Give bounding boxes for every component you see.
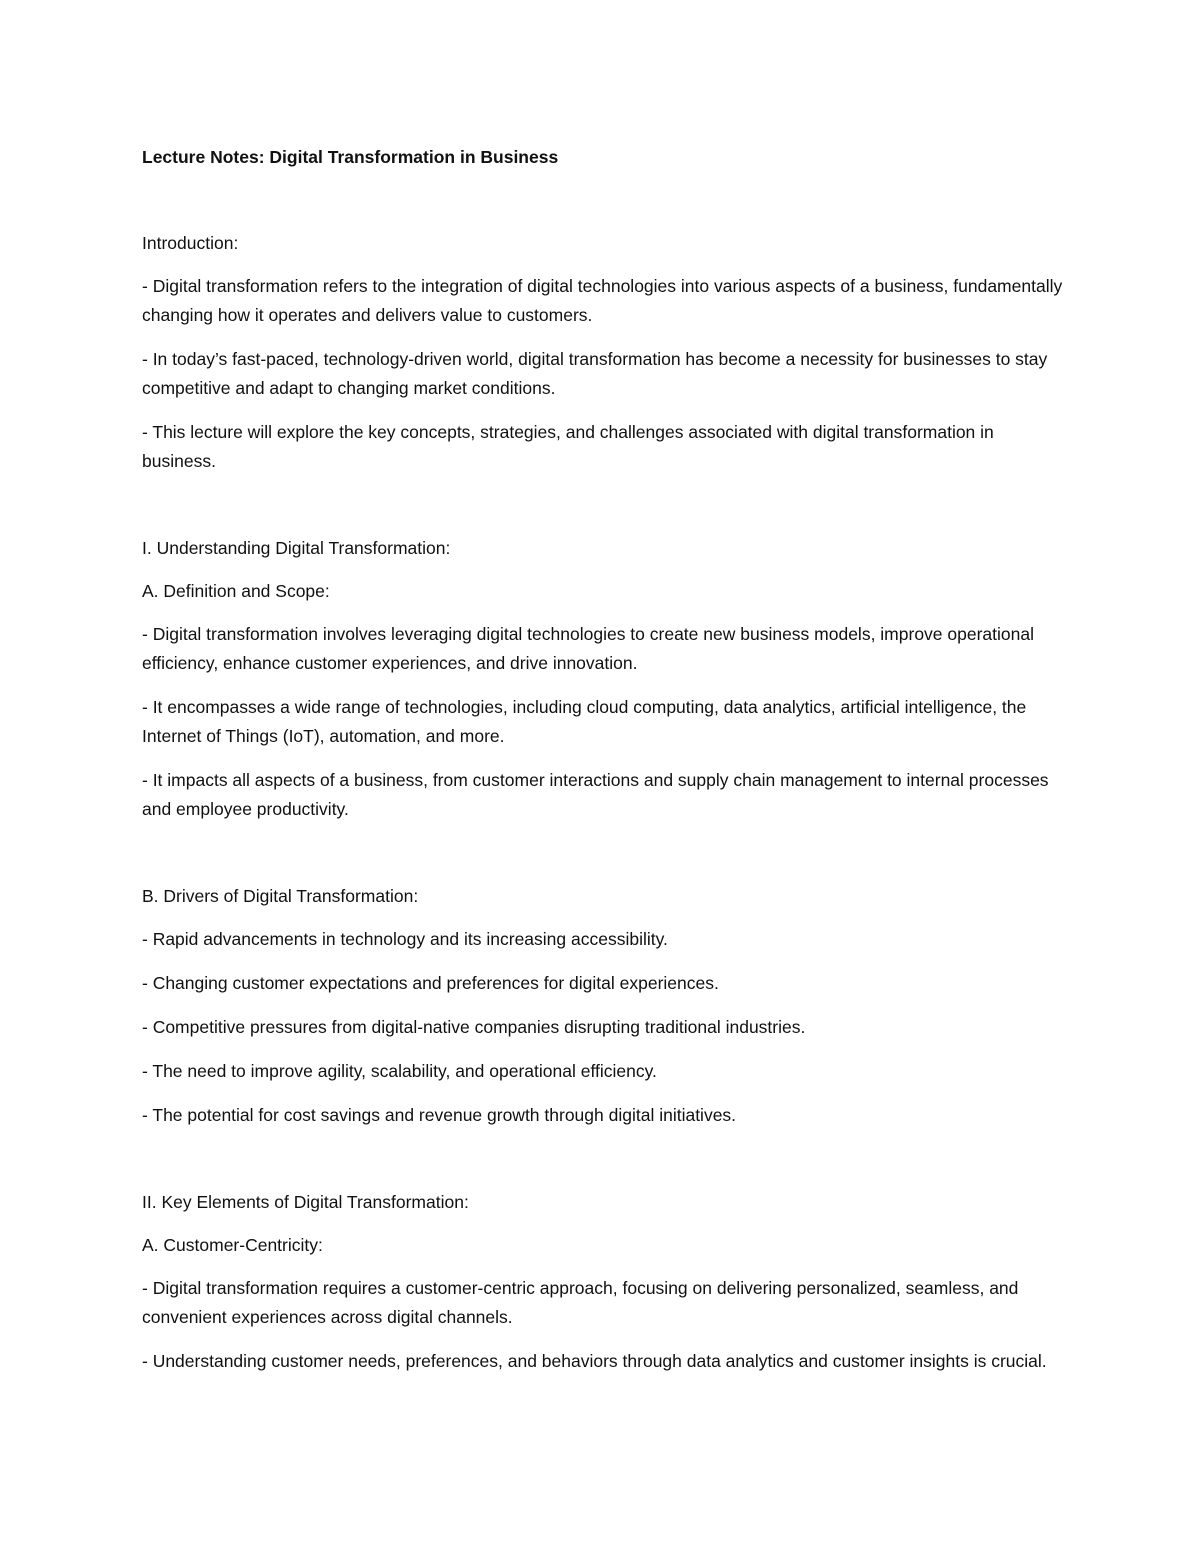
paragraph: - Understanding customer needs, preferences, and behaviors through data analytics and customer insights is crucial. [142, 1351, 1047, 1371]
section-spacer [142, 491, 1072, 534]
list-item: - Competitive pressures from digital-native companies disrupting traditional industries. [142, 1017, 806, 1037]
list-item: - The potential for cost savings and revenue growth through digital initiatives. [142, 1105, 737, 1125]
document-body [142, 143, 1072, 1391]
section-spacer [142, 1145, 1072, 1188]
paragraph: - This lecture will explore the key concepts, strategies, and challenges associated with digital transformation in business. [142, 422, 994, 471]
section-spacer [142, 839, 1072, 882]
list-item: - Changing customer expectations and preferences for digital experiences. [142, 973, 719, 993]
paragraph: - Digital transformation involves leveraging digital technologies to create new business models, improve operational efficiency, enhance customer experiences, and drive innovation. [142, 624, 1034, 673]
paragraph: - Digital transformation requires a customer-centric approach, focusing on delivering personalized, seamless, and convenient experiences across digital channels. [142, 1278, 1019, 1327]
section-understanding [142, 534, 1072, 1130]
section-heading: I. Understanding Digital Transformation: [142, 538, 451, 558]
list-item: - Rapid advancements in technology and its increasing accessibility. [142, 929, 668, 949]
paragraph: - It impacts all aspects of a business, from customer interactions and supply chain management to internal processes and employee productivity. [142, 770, 1049, 819]
subsection-heading: A. Definition and Scope: [142, 581, 330, 601]
paragraph: - In today’s fast-paced, technology-driven world, digital transformation has become a necessity for businesses to stay competitive and adapt to changing market conditions. [142, 349, 1048, 398]
paragraph: - Digital transformation refers to the integration of digital technologies into various aspects of a business, fundamentally changing how it operates and delivers value to customers. [142, 276, 1063, 325]
section-heading: II. Key Elements of Digital Transformation: [142, 1192, 469, 1212]
subsection-heading: B. Drivers of Digital Transformation: [142, 886, 419, 906]
list-item: - The need to improve agility, scalability, and operational efficiency. [142, 1061, 657, 1081]
paragraph: - It encompasses a wide range of technologies, including cloud computing, data analytics, artificial intelligence, the Internet of Things (IoT), automation, and more. [142, 697, 1027, 746]
section-key-elements [142, 1188, 1072, 1376]
subsection-heading: A. Customer-Centricity: [142, 1235, 323, 1255]
introduction-section [142, 229, 1072, 476]
document-title: Lecture Notes: Digital Transformation in Business [142, 147, 559, 167]
introduction-heading: Introduction: [142, 233, 239, 253]
